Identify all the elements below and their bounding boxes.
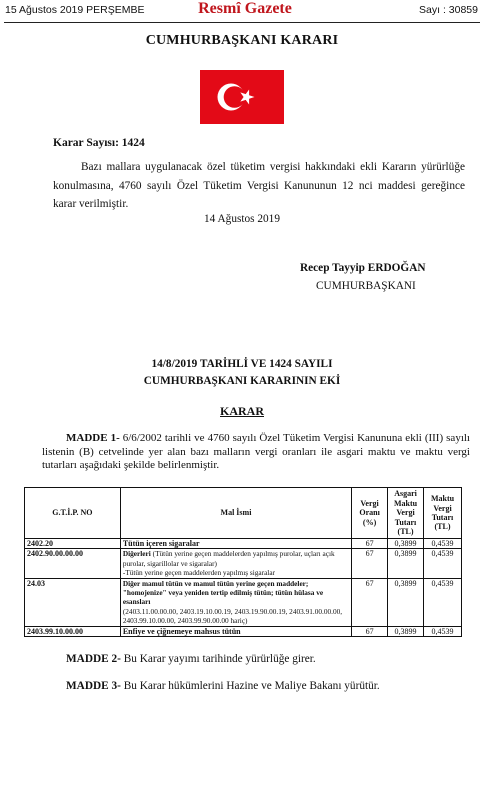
article-1-text: 6/6/2002 tarihli ve 4760 sayılı Özel Tüketim Vergisi Kanununa ekli (III) sayılı listenin (B) cetvelinde yer alan bazı malların vergi oranları ile asgari maktu ve maktu vergi tutarları aşağıdaki şekilde belirlenmiştir.: [42, 432, 470, 472]
cell-maktu: 0,4539: [424, 539, 462, 549]
cell-vergi-orani: 67: [352, 549, 388, 578]
article-1: [42, 432, 470, 473]
article-3: [66, 677, 380, 696]
mal-ismi-bold: Diğerleri: [122, 549, 151, 559]
article-3-label: MADDE 3-: [66, 680, 121, 692]
mal-ismi-bold: Tütün içeren sigaralar: [122, 539, 200, 548]
turkish-flag-icon: [200, 70, 284, 124]
cell-asgari-maktu: 0,3899: [388, 549, 424, 578]
cell-mal-ismi: [120, 578, 351, 626]
article-2: [66, 650, 316, 669]
cell-maktu: 0,4539: [424, 626, 462, 636]
cell-mal-ismi: [120, 539, 351, 549]
table-row: [25, 578, 462, 626]
table-header-row: [25, 488, 462, 539]
cell-mal-ismi: [120, 626, 351, 636]
article-3-text: Bu Karar hükümlerini Hazine ve Maliye Bakanı yürütür.: [120, 680, 380, 692]
document-heading: CUMHURBAŞKANI KARARI: [145, 33, 339, 48]
annex-title-line1: 14/8/2019 TARİHLİ VE 1424 SAYILI: [151, 358, 333, 370]
cell-gtip: 2402.20: [25, 539, 121, 549]
tax-rate-table: [24, 487, 462, 637]
cell-mal-ismi: [120, 549, 351, 578]
publication-date: 15 Ağustos 2019 PERŞEMBE: [5, 4, 145, 16]
article-1-label: MADDE 1-: [66, 432, 120, 444]
annex-title-line2: CUMHURBAŞKANI KARARININ EKİ: [143, 375, 341, 387]
article-2-label: MADDE 2-: [66, 653, 121, 665]
cell-asgari-maktu: 0,3899: [388, 578, 424, 626]
mal-ismi-detail: (2403.11.00.00.00, 2403.19.10.00.19, 2403.19.90.00.19, 2403.91.00.00.00, 2403.99.10.00.00, 2403.99.90.00.00 hariç): [122, 606, 343, 626]
cell-gtip: 2403.99.10.00.00: [25, 626, 121, 636]
decision-date: 14 Ağustos 2019: [204, 213, 280, 225]
cell-vergi-orani: 67: [352, 578, 388, 626]
mal-ismi-detail-2: -Tütün yerine geçen maddelerden yapılmış sigaralar: [122, 568, 276, 578]
mal-ismi-bold: Enfiye ve çiğnemeye mahsus tütün: [122, 626, 241, 636]
cell-maktu: 0,4539: [424, 578, 462, 626]
mal-ismi-bold: Diğer mamul tütün ve mamul tütün yerine geçen maddeler; "homojenize" veya yeniden tertip edilmiş tütün; tütün hülasa ve esansları: [122, 578, 324, 607]
cell-vergi-orani: 67: [352, 626, 388, 636]
table-row: [25, 549, 462, 578]
article-2-text: Bu Karar yayımı tarihinde yürürlüğe girer.: [120, 653, 316, 665]
cell-vergi-orani: 67: [352, 539, 388, 549]
mal-ismi-detail: (Tütün yerine geçen maddelerden yapılmış purolar, uçları açık purolar, sigarillolar ve sigaralar): [122, 549, 335, 568]
table-row: [25, 539, 462, 549]
header-divider: [4, 22, 480, 23]
cell-gtip: 2402.90.00.00.00: [25, 549, 121, 578]
gazette-name: Resmî Gazete: [198, 0, 292, 17]
cell-maktu: 0,4539: [424, 549, 462, 578]
header-asgari-maktu: Asgari Maktu Vergi Tutarı (TL): [388, 488, 424, 539]
signer-name: Recep Tayyip ERDOĞAN: [300, 262, 426, 274]
intro-paragraph: Bazı mallara uygulanacak özel tüketim vergisi hakkındaki ekli Kararın yürürlüğe konulmasına, 4760 sayılı Özel Tüketim Vergisi Kanununun 12 nci maddesi gereğince karar verilmiştir.: [53, 161, 465, 210]
table-row: [25, 626, 462, 636]
cell-asgari-maktu: 0,3899: [388, 539, 424, 549]
karar-heading-text: KARAR: [220, 404, 264, 418]
header-gtip: G.T.İ.P. NO: [25, 488, 121, 539]
cell-gtip: 24.03: [25, 578, 121, 626]
decision-number: Karar Sayısı: 1424: [53, 137, 145, 149]
gazette-header: [0, 0, 484, 22]
signer-title: CUMHURBAŞKANI: [316, 280, 416, 292]
cell-asgari-maktu: 0,3899: [388, 626, 424, 636]
issue-number: Sayı : 30859: [419, 4, 478, 16]
header-vergi-orani: Vergi Oranı (%): [352, 488, 388, 539]
karar-heading: [0, 404, 484, 419]
header-maktu: Maktu Vergi Tutarı (TL): [424, 488, 462, 539]
header-mal-ismi: Mal İsmi: [120, 488, 351, 539]
